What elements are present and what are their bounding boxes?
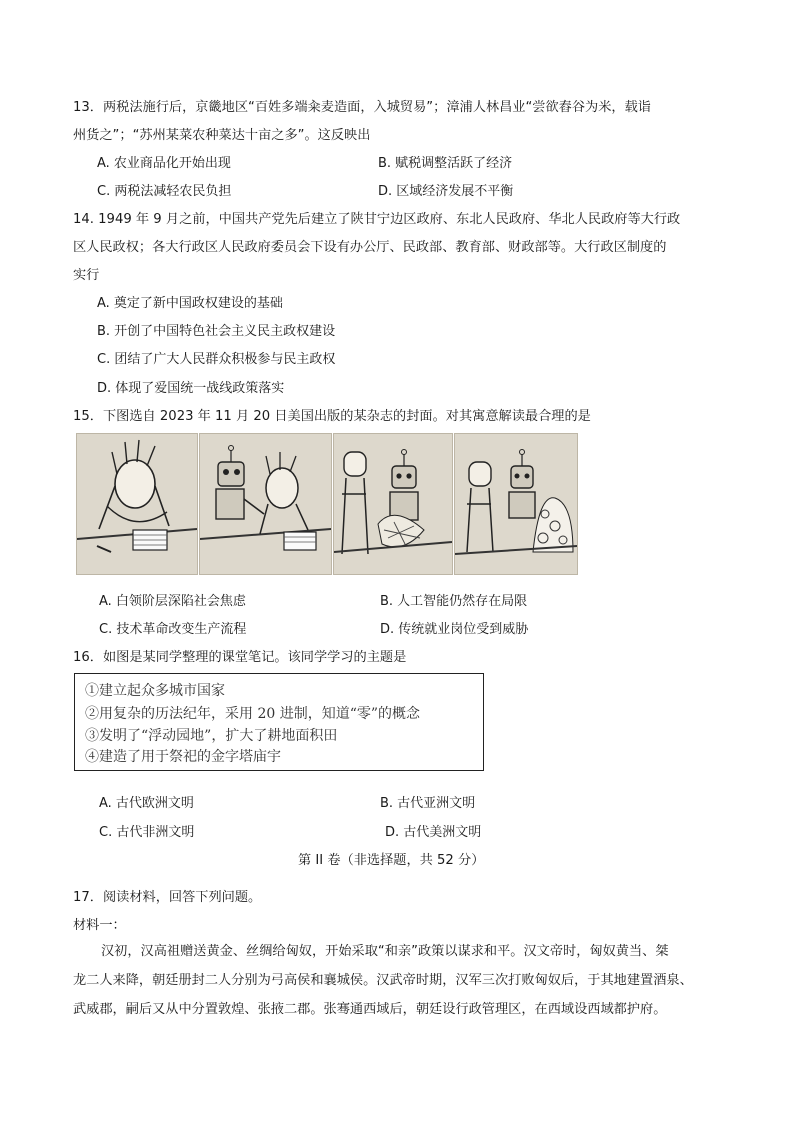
- q13-stem-line1: 13．两税法施行后，京畿地区“百姓多端籴麦造面，入城贸易”；漳浦人林昌业“尝欲舂谷为米，载诣: [73, 100, 651, 115]
- q14-option-d: D. 体现了爱国统一战线政策落实: [97, 381, 285, 396]
- q17-stem-line1: 17．阅读材料，回答下列问题。: [73, 890, 262, 905]
- note-item-3: ③发明了“浮动园地”，扩大了耕地面积田: [85, 728, 338, 744]
- robot-and-worker-illustration: [200, 434, 331, 574]
- q14-option-a: A. 奠定了新中国政权建设的基础: [97, 296, 283, 311]
- note-item-4: ④建造了用于祭祀的金字塔庙宇: [85, 749, 281, 765]
- material-para-line3: 武威郡，嗣后又从中分置敦煌、张掖二郡。张骞通西域后，朝廷设行政管理区，在西域设西域都护府。: [73, 1002, 667, 1017]
- robot-pile-illustration: [455, 434, 577, 574]
- q15-option-a: A. 白领阶层深陷社会焦虑: [99, 594, 246, 609]
- section-title: 第 II 卷（非选择题，共 52 分）: [298, 853, 485, 868]
- note-item-2: ②用复杂的历法纪年，采用 20 进制，知道“零”的概念: [85, 706, 421, 722]
- q13-option-a: A. 农业商品化开始出现: [97, 156, 231, 171]
- q15-option-d: D. 传统就业岗位受到威胁: [380, 622, 529, 637]
- q14-option-b: B. 开创了中国特色社会主义民主政权建设: [97, 324, 336, 339]
- q14-stem-line2: 区人民政权；各大行政区人民政府委员会下设有办公厅、民政部、教育部、财政部等。大行政区制度的: [73, 240, 667, 255]
- material-para-line1: 汉初，汉高祖赠送黄金、丝绸给匈奴，开始采取“和亲”政策以谋求和平。汉文帝时，匈奴黄当、桀: [101, 944, 669, 959]
- comic-panel-1: [76, 433, 198, 575]
- note-item-1: ①建立起众多城市国家: [85, 683, 225, 699]
- q14-stem-line3: 实行: [73, 268, 100, 283]
- q16-option-d: D. 古代美洲文明: [385, 825, 482, 840]
- stressed-worker-illustration: [77, 434, 197, 574]
- q16-stem-line1: 16．如图是某同学整理的课堂笔记。该同学学习的主题是: [73, 650, 407, 665]
- robot-working-illustration: [334, 434, 452, 574]
- q16-option-b: B. 古代亚洲文明: [380, 796, 476, 811]
- q16-option-a: A. 古代欧洲文明: [99, 796, 194, 811]
- comic-panel-2: [199, 433, 332, 575]
- comic-panel-4: [454, 433, 578, 575]
- class-notes-box: [74, 673, 484, 771]
- material-label: 材料一：: [73, 918, 126, 933]
- comic-panel-3: [333, 433, 453, 575]
- q16-option-c: C. 古代非洲文明: [99, 825, 195, 840]
- q14-stem-line1: 14. 1949 年 9 月之前，中国共产党先后建立了陕甘宁边区政府、东北人民政府、华北人民政府等大行政: [73, 212, 681, 227]
- q13-stem-line2: 州货之”；“苏州某菜农种菜达十亩之多”。这反映出: [73, 128, 371, 143]
- q15-option-b: B. 人工智能仍然存在局限: [380, 594, 528, 609]
- q15-stem-line1: 15．下图选自 2023 年 11 月 20 日美国出版的某杂志的封面。对其寓意解读最合理的是: [73, 409, 591, 424]
- q15-option-c: C. 技术革命改变生产流程: [99, 622, 247, 637]
- q13-option-c: C. 两税法减轻农民负担: [97, 184, 232, 199]
- q13-option-b: B. 赋税调整活跃了经济: [378, 156, 513, 171]
- q14-option-c: C. 团结了广大人民群众积极参与民主政权: [97, 352, 336, 367]
- q13-option-d: D. 区域经济发展不平衡: [378, 184, 514, 199]
- material-para-line2: 龙二人来降，朝廷册封二人分别为弓高侯和襄城侯。汉武帝时期，汉军三次打败匈奴后，于其地建置酒泉、: [73, 973, 693, 988]
